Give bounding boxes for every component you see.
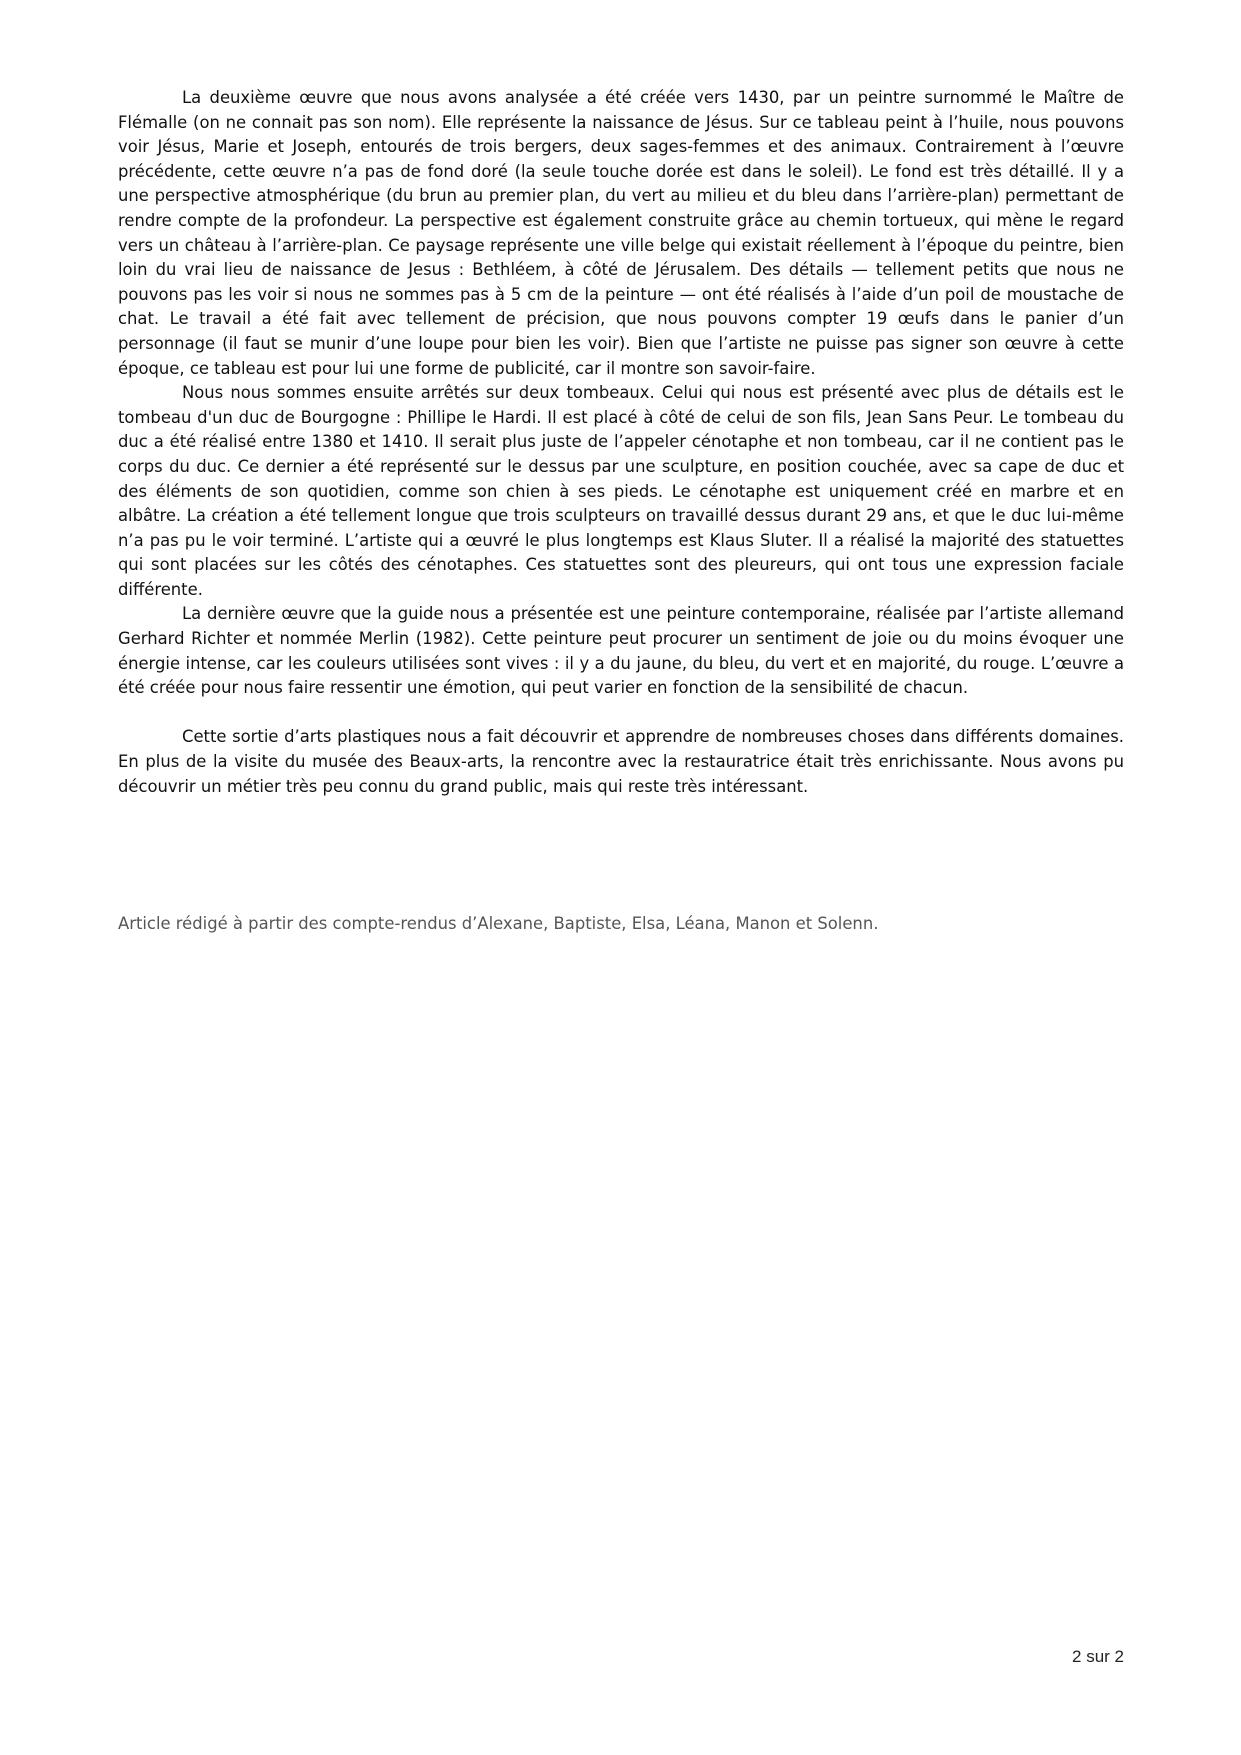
paragraph-nativity-painting: La deuxième œuvre que nous avons analysée a été créée vers 1430, par un peintre surnommé le Maître de Flémalle (on ne connait pas son nom). Elle représente la naissance de Jésus. Sur ce tableau peint à l’huile, nous pouvons voir Jésus, Marie et Joseph, entourés de trois bergers, deux sages-femmes et des animaux. Contrairement à l’œuvre précédente, cette œuvre n’a pas de fond doré (la seule touche dorée est dans le soleil). Le fond est très détaillé. Il y a une perspective atmosphérique (du brun au premier plan, du vert au milieu et du bleu dans l’arrière-plan) permettant de rendre compte de la profondeur. La perspective est également construite grâce au chemin tortueux, qui mène le regard vers un château à l’arrière-plan. Ce paysage représente une ville belge qui existait réellement à l’époque du peintre, bien loin du vrai lieu de naissance de Jesus : Bethléem, à côté de Jérusalem. Des détails — tellement petits que nous ne pouvons pas les voir si nous ne sommes pas à 5 cm de la peinture — ont été réalisés à l’aide d’un poil de moustache de chat. Le travail a été fait avec tellement de précision, que nous pouvons compter 19 œufs dans le panier d’un personnage (il faut se munir d’une loupe pour bien les voir). Bien que l’artiste ne puisse pas signer son œuvre à cette époque, ce tableau est pour lui une forme de publicité, car il montre son savoir-faire. [118, 88, 1124, 378]
article-credit: Article rédigé à partir des compte-rendus d’Alexane, Baptiste, Elsa, Léana, Manon et Solenn. [118, 914, 879, 933]
paragraph-conclusion: Cette sortie d’arts plastiques nous a fait découvrir et apprendre de nombreuses choses dans différents domaines. En plus de la visite du musée des Beaux-arts, la rencontre avec la restauratrice était très enrichissante. Nous avons pu découvrir un métier très peu connu du grand public, mais qui reste très intéressant. [118, 727, 1124, 796]
paragraph-tombs: Nous nous sommes ensuite arrêtés sur deux tombeaux. Celui qui nous est présenté avec plus de détails est le tombeau d'un duc de Bourgogne : Phillipe le Hardi. Il est placé à côté de celui de son fils, Jean Sans Peur. Le tombeau du duc a été réalisé entre 1380 et 1410. Il serait plus juste de l’appeler cénotaphe et non tombeau, car il ne contient pas le corps du duc. Ce dernier a été représenté sur le dessus par une sculpture, en position couchée, avec sa cape de duc et des éléments de son quotidien, comme son chien à ses pieds. Le cénotaphe est uniquement créé en marbre et en albâtre. La création a été tellement longue que trois sculpteurs on travaillé dessus durant 29 ans, et que le duc lui-même n’a pas pu le voir terminé. L’artiste qui a œuvré le plus longtemps est Klaus Sluter. Il a réalisé la majorité des statuettes qui sont placées sur les côtés des cénotaphes. Ces statuettes sont des pleureurs, qui ont tous une expression faciale différente. [118, 383, 1124, 599]
page-number: 2 sur 2 [1072, 1647, 1124, 1666]
article-body [118, 86, 1124, 799]
paragraph-merlin-painting: La dernière œuvre que la guide nous a présentée est une peinture contemporaine, réalisée par l’artiste allemand Gerhard Richter et nommée Merlin (1982). Cette peinture peut procurer un sentiment de joie ou du moins évoquer une énergie intense, car les couleurs utilisées sont vives : il y a du jaune, du bleu, du vert et en majorité, du rouge. L’œuvre a été créée pour nous faire ressentir une émotion, qui peut varier en fonction de la sensibilité de chacun. [118, 604, 1124, 698]
paragraph-spacer [118, 701, 1124, 726]
